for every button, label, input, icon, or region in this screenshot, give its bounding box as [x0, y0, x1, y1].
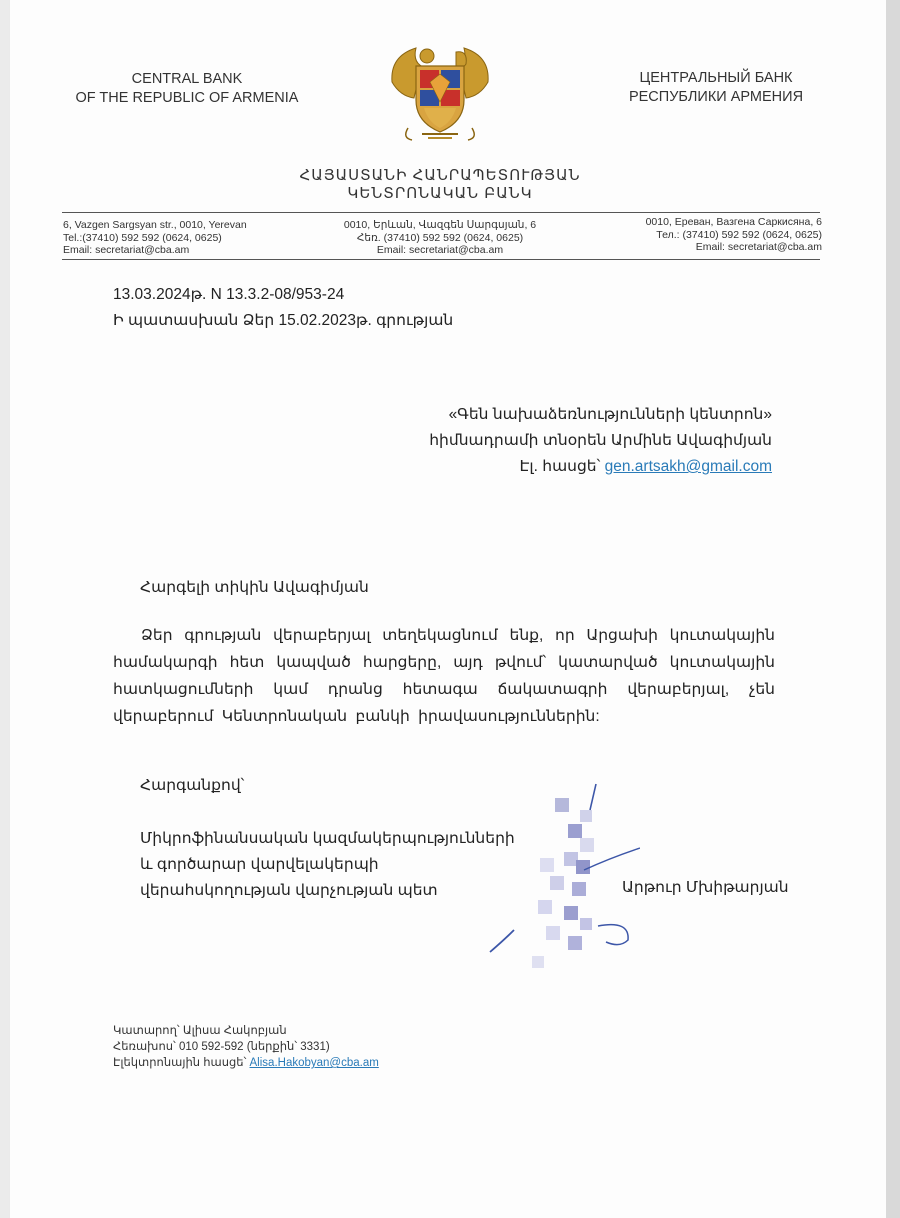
header-rule-top — [62, 212, 820, 213]
signature-redacted-icon — [480, 780, 640, 980]
letter-body: Ձեր գրության վերաբերյալ տեղեկացնում ենք, որ Արցախի կուտակային համակարգի հետ կապված հարցերը, այդ թվում՝ կատարված կուտակային հատկացումների կամ դրանց հետագա ճակատագրի վերաբերյալ, չեն վերաբերում Կենտրոնական բանկի իրավասություններին: — [113, 627, 775, 725]
reference-reply: Ի պատասխան Ձեր 15.02.2023թ. գրության — [113, 312, 454, 329]
footer-email-link[interactable]: Alisa.Hakobyan@cba.am — [249, 1057, 379, 1069]
address-english-line: Tel.:(37410) 592 592 (0624, 0625) — [63, 231, 222, 244]
signatory-position-line3: վերահսկողության վարչության պետ — [140, 882, 438, 899]
footer-contact — [113, 1023, 379, 1071]
address-english-line: 6, Vazgen Sargsyan str., 0010, Yerevan — [63, 219, 247, 231]
footer-email-label: Էլեկտրոնային հասցե՝ — [113, 1057, 247, 1069]
address-armenian-line: 0010, Երևան, Վազգեն Սարգսյան, 6 — [343, 219, 537, 231]
reference-number: 13.03.2024թ. N 13.3.2-08/953-24 — [113, 286, 345, 303]
address-english — [63, 219, 323, 257]
address-armenian — [330, 219, 550, 257]
header-english-line2: OF THE REPUBLIC OF ARMENIA — [75, 90, 299, 106]
recipient-name: հիմնադրամի տնօրեն Արմինե Ավագիմյան — [429, 432, 772, 449]
header-russian-line1: ЦЕНТРАЛЬНЫЙ БАНК — [639, 70, 793, 86]
address-russian-line: Тел.: (37410) 592 592 (0624, 0625) — [656, 228, 822, 241]
recipient-block — [372, 402, 772, 480]
header-english — [62, 70, 312, 108]
address-russian — [570, 216, 822, 254]
background-edge — [886, 0, 900, 1218]
signatory-position — [140, 826, 515, 904]
header-english-line1: CENTRAL BANK — [131, 71, 243, 87]
closing: Հարգանքով՝ — [140, 777, 245, 794]
signatory-name: Արթուր Մխիթարյան — [622, 879, 789, 896]
header-rule-bottom — [62, 259, 820, 260]
header-russian-line2: РЕСПУБЛИКИ АРМЕНИЯ — [628, 89, 804, 105]
greeting: Հարգելի տիկին Ավագիմյան — [140, 579, 369, 596]
address-armenian-line: Email: secretariat@cba.am — [376, 244, 504, 256]
address-english-line: Email: secretariat@cba.am — [63, 244, 190, 256]
address-armenian-line: Հեռ. (37410) 592 592 (0624, 0625) — [356, 231, 524, 244]
recipient-email-label: Էլ. հասցե՝ — [519, 458, 601, 475]
footer-phone: Հեռախոս՝ 010 592-592 (ներքին՝ 3331) — [113, 1041, 330, 1053]
recipient-email-link[interactable]: gen.artsakh@gmail.com — [604, 458, 772, 475]
recipient-email-line — [372, 454, 772, 480]
header-armenian — [240, 167, 640, 203]
signatory-position-line1: Միկրոֆինանսական կազմակերպությունների — [140, 830, 515, 847]
header-armenian-line2: ԿԵՆՏՐՈՆԱԿԱՆ ԲԱՆԿ — [347, 185, 533, 202]
footer-executor: Կատարող՝ Ալիսա Հակոբյան — [113, 1025, 287, 1037]
letter-page — [10, 0, 886, 1218]
address-russian-line: 0010, Ереван, Вазгена Саркисяна, 6 — [645, 216, 822, 228]
header-russian — [602, 69, 830, 107]
armenia-coat-of-arms-icon — [382, 42, 498, 144]
address-russian-line: Email: secretariat@cba.am — [695, 241, 822, 253]
footer-email-line — [113, 1055, 379, 1071]
signatory-position-line2: և գործարար վարվելակերպի — [140, 856, 379, 873]
recipient-organization: «Գեն նախաձեռնությունների կենտրոն» — [448, 406, 772, 423]
header-armenian-line1: ՀԱՅԱՍՏԱՆԻ ՀԱՆՐԱՊԵՏՈՒԹՅԱՆ — [299, 167, 581, 184]
